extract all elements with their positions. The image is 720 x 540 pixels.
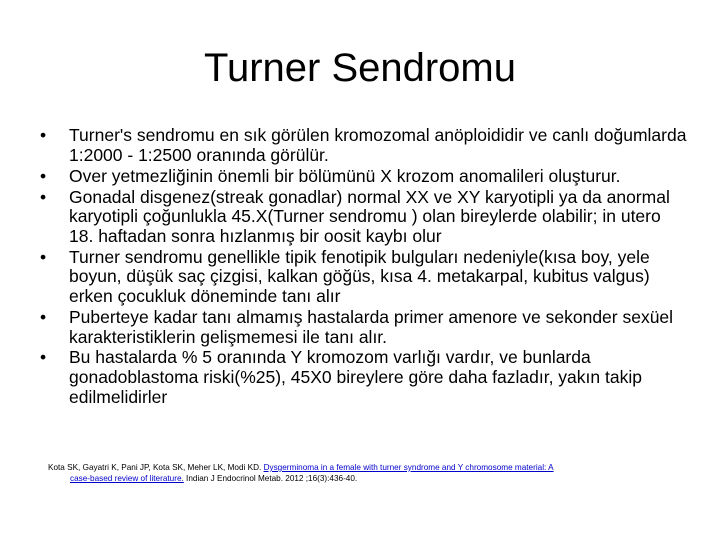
reference-link[interactable]: Dysgerminoma in a female with turner syndrome and Y chromosome material: A	[263, 463, 554, 472]
reference-line-2	[48, 473, 698, 484]
bullet-item	[38, 308, 688, 347]
bullet-item	[38, 126, 688, 165]
bullet-item	[38, 348, 688, 407]
slide-title: Turner Sendromu	[204, 46, 516, 90]
reference-journal: Indian J Endocrinol Metab. 2012 ;16(3):436-40.	[183, 474, 358, 483]
bullet-text: Gonadal disgenez(streak gonadlar) normal XX ve XY karyotipli ya da anormal karyotipli çoğunlukla 45.X(Turner sendromu ) olan bireylerde olabilir; in utero 18. haftadan sonra hızlanmış bir oosit kaybı olur	[69, 186, 670, 246]
bullet-marker: •	[40, 186, 47, 207]
bullet-marker: •	[40, 165, 47, 186]
bullet-text: Turner sendromu genellikle tipik fenotipik bulguları nedeniyle(kısa boy, yele boyun, düşük saç çizgisi, kalkan göğüs, kısa 4. metakarpal, kubitus valgus) erken çocukluk döneminde tanı alır	[69, 246, 650, 306]
bullet-marker: •	[40, 246, 47, 267]
bullet-item	[38, 188, 688, 247]
bullet-text: Over yetmezliğinin önemli bir bölümünü X krozom anomalileri oluşturur.	[69, 165, 621, 186]
bullet-marker: •	[40, 347, 47, 368]
bullet-marker: •	[40, 125, 47, 145]
reference-citation	[48, 462, 698, 484]
bullet-list	[38, 126, 688, 409]
bullet-text: Bu hastalarda % 5 oranında Y kromozom varlığı vardır, ve bunlarda gonadoblastoma riski(%25), 45X0 bireylere göre daha fazladır, yakın takip edilmelidirler	[69, 347, 642, 407]
bullet-text: Turner's sendromu en sık görülen kromozomal anöploididir ve canlı doğumlarda 1:2000 - 1:2500 oranında görülür.	[69, 125, 687, 165]
bullet-marker: •	[40, 306, 47, 327]
reference-link-continued[interactable]: case-based review of literature.	[70, 474, 184, 483]
bullet-item	[38, 167, 688, 187]
bullet-item	[38, 248, 688, 307]
reference-authors: Kota SK, Gayatri K, Pani JP, Kota SK, Meher LK, Modi KD.	[48, 463, 264, 472]
bullet-text: Puberteye kadar tanı almamış hastalarda primer amenore ve sekonder sexüel karakteristiklerin gelişmemesi ile tanı alır.	[69, 306, 674, 347]
